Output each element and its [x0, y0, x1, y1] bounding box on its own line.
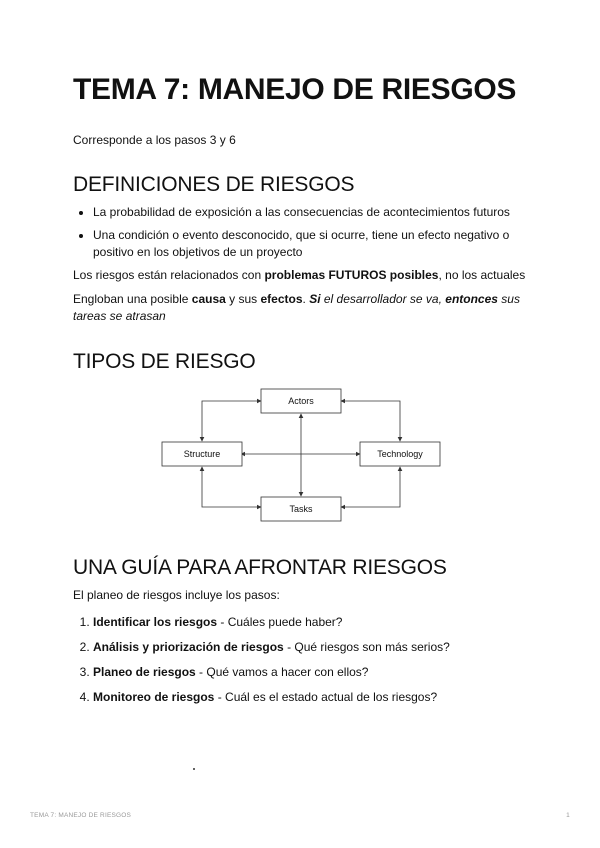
definition-item: • La probabilidad de exposición a las consecuencias de acontecimientos futuros — [93, 204, 533, 221]
bold-text: efectos — [260, 292, 303, 306]
section-heading-definiciones: DEFINICIONES DE RIESGOS — [73, 173, 355, 196]
footer-title: TEMA 7: MANEJO DE RIESGOS — [30, 812, 132, 819]
text-run: Engloban una posible — [73, 292, 192, 306]
page-title: TEMA 7: MANEJO DE RIESGOS — [73, 73, 517, 106]
bold-text: causa — [191, 292, 226, 306]
page-number: 1 — [566, 812, 570, 819]
page-content — [73, 72, 533, 714]
definitions-list — [73, 204, 533, 261]
tasks-label: Tasks — [289, 504, 313, 514]
section-heading-tipos: TIPOS DE RIESGO — [73, 350, 256, 373]
technology-label: Technology — [377, 449, 423, 459]
step-title: Monitoreo de riesgos — [93, 690, 215, 704]
structure-label: Structure — [183, 449, 221, 459]
risk-types-diagram — [73, 387, 533, 533]
text-run: . — [302, 292, 310, 306]
actors-label: Actors — [288, 396, 314, 406]
tasks-box — [261, 497, 341, 521]
bold-italic-text: Si — [309, 292, 321, 306]
connector-technology-tasks — [341, 467, 400, 507]
step-description: - Qué riesgos son más serios? — [283, 640, 450, 654]
connector-actors-technology — [341, 401, 400, 441]
section-heading-guia: UNA GUÍA PARA AFRONTAR RIESGOS — [73, 556, 447, 579]
page-subtitle: Corresponde a los pasos 3 y 6 — [73, 133, 236, 147]
step-description: - Cuál es el estado actual de los riesgos? — [214, 690, 438, 704]
definition-item: • Una condición o evento desconocido, que si ocurre, tiene un efecto negativo o positivo en los objetivos de un proyecto — [93, 227, 533, 261]
step-title: Identificar los riesgos — [93, 615, 218, 629]
stray-dot — [193, 768, 195, 770]
text-run: Los riesgos están relacionados con — [73, 268, 265, 282]
bold-text: problemas FUTUROS posibles — [264, 268, 439, 282]
bold-italic-text: entonces — [445, 292, 498, 306]
futuros-paragraph — [73, 267, 533, 284]
italic-text: sus tareas se atrasan — [73, 292, 520, 323]
step-title: Planeo de riesgos — [93, 665, 196, 679]
step-description: - Cuáles puede haber? — [217, 615, 343, 629]
connector-structure-tasks — [202, 467, 261, 507]
page-footer — [30, 812, 570, 819]
step-title: Análisis y priorización de riesgos — [93, 640, 284, 654]
guia-intro: El planeo de riesgos incluye los pasos: — [73, 588, 280, 602]
structure-box — [162, 442, 242, 466]
actors-box — [261, 389, 341, 413]
italic-text: el desarrollador se va, — [320, 292, 446, 306]
step-description: - Qué vamos a hacer con ellos? — [195, 665, 369, 679]
step-item — [93, 689, 533, 706]
technology-box — [360, 442, 440, 466]
causa-efectos-paragraph — [73, 291, 533, 325]
step-item — [93, 664, 533, 681]
steps-list — [73, 614, 533, 706]
connector-actors-structure — [202, 401, 261, 441]
step-item — [93, 614, 533, 631]
step-item — [93, 639, 533, 656]
text-run: y sus — [225, 292, 261, 306]
text-run: , no los actuales — [438, 268, 526, 282]
